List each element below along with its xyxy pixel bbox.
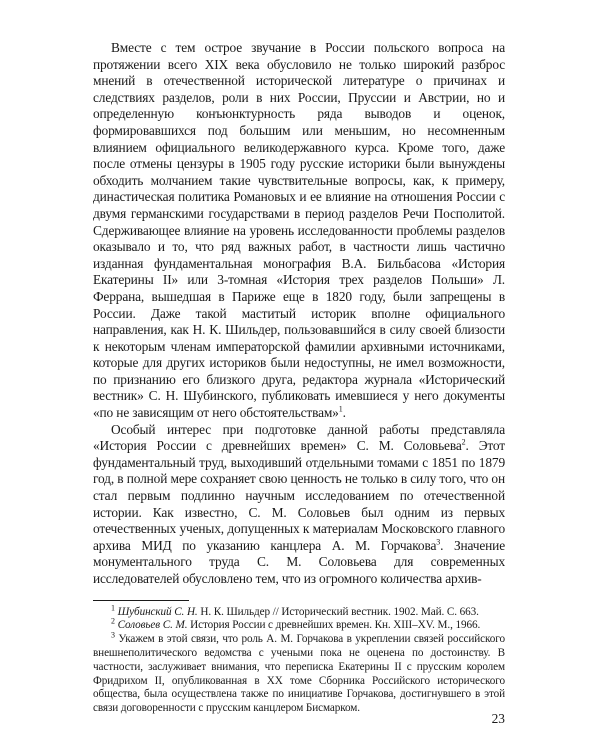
- footnote: $^3$ Укажем в этой связи, что роль А. М. Горчакова в укреплении связей российского внешнеполитического ведомства с учеными пока не оценена по достоинству. В частности, заслуживает внимания, что переписка Екатерины II с прусским королем Фридрихом II, опубликованная в XX томе Сборника Российского исторического общества, была осуществлена также по инициативе Горчакова, достигнувшего в этой связи договоренности с прусским канцлером Бисмарком.: [93, 630, 505, 715]
- paragraph: Особый интерес при подготовке данной работы представляла «История России с древнейших времен» С. М. Соловьева$^2$. Этот фундаментальный труд, выходивший отдельными томами с 1851 по 1879 год, в полной мере сохраняет свою ценность не только в силу того, что он стал первым подлинно научным исследованием по отечественной истории. Как известно, С. М. Соловьев был одним из первых отечественных ученых, допущенных к материалам Московского главного архива МИД по указанию канцлера А. М. Горчакова$^3$. Значение монументального труда С. М. Соловьева для современных исследователей обусловлено тем, что из огромного количества архив-: [93, 421, 505, 586]
- footnote-author: Соловьев С. М.: [117, 619, 188, 632]
- footnote-divider: [93, 600, 189, 601]
- page-body: [93, 40, 505, 716]
- footnote: $^2$ Соловьев С. М. История России с древнейших времен. Кн. XIII–XV. М., 1966.: [111, 616, 481, 632]
- paragraph: Вместе с тем острое звучание в России польского вопроса на протяжении всего XIX века обусловило не только широкий разброс мнений в отечественной исторической литературе о причинах и следствиях разделов, роли в них России, Пруссии и Австрии, но и определенную конъюнктурность ряда выводов и оценок, формировавшихся под большим или меньшим, но несомненным влиянием официального великодержавного курса. Кроме того, даже после отмены цензуры в 1905 году русские историки были вынуждены обходить молчанием такие чувствительные вопросы, как, к примеру, династическая политика Романовых и ее влияние на отношения России с двумя германскими государствами в период разделов Речи Посполитой. Сдерживающее влияние на уровень исследованности проблемы разделов оказывало и то, что ряд важных работ, в частности лишь частично изданная фундаментальная монография В.А. Бильбасова «История Екатерины II» или 3-томная «История трех разделов Польши» Л. Феррана, вышедшая в Париже еще в 1820 году, были запрещены в России. Даже такой маститый историк вполне официального направления, как Н. К. Шильдер, пользовавшийся в силу своей близости к некоторым членам императорской фамилии архивными источниками, которые для других историков были недоступны, не имел возможности, по признанию его близкого друга, редактора журнала «Исторический вестник» С. Н. Шубинского, публиковать имевшиеся у него документы «по не зависящим от него обстоятельствам»$^1$.: [93, 40, 505, 421]
- footnote-reference[interactable]: 2: [461, 437, 466, 447]
- page-number: 23: [491, 711, 505, 726]
- footnote: $^1$ Шубинский С. Н. Н. К. Шильдер // Исторический вестник. 1902. Май. С. 663.: [111, 602, 479, 618]
- footnote-reference[interactable]: 3: [436, 537, 441, 547]
- footnote-reference[interactable]: 1: [338, 404, 343, 414]
- footnote-author: Шубинский С. Н.: [117, 605, 198, 618]
